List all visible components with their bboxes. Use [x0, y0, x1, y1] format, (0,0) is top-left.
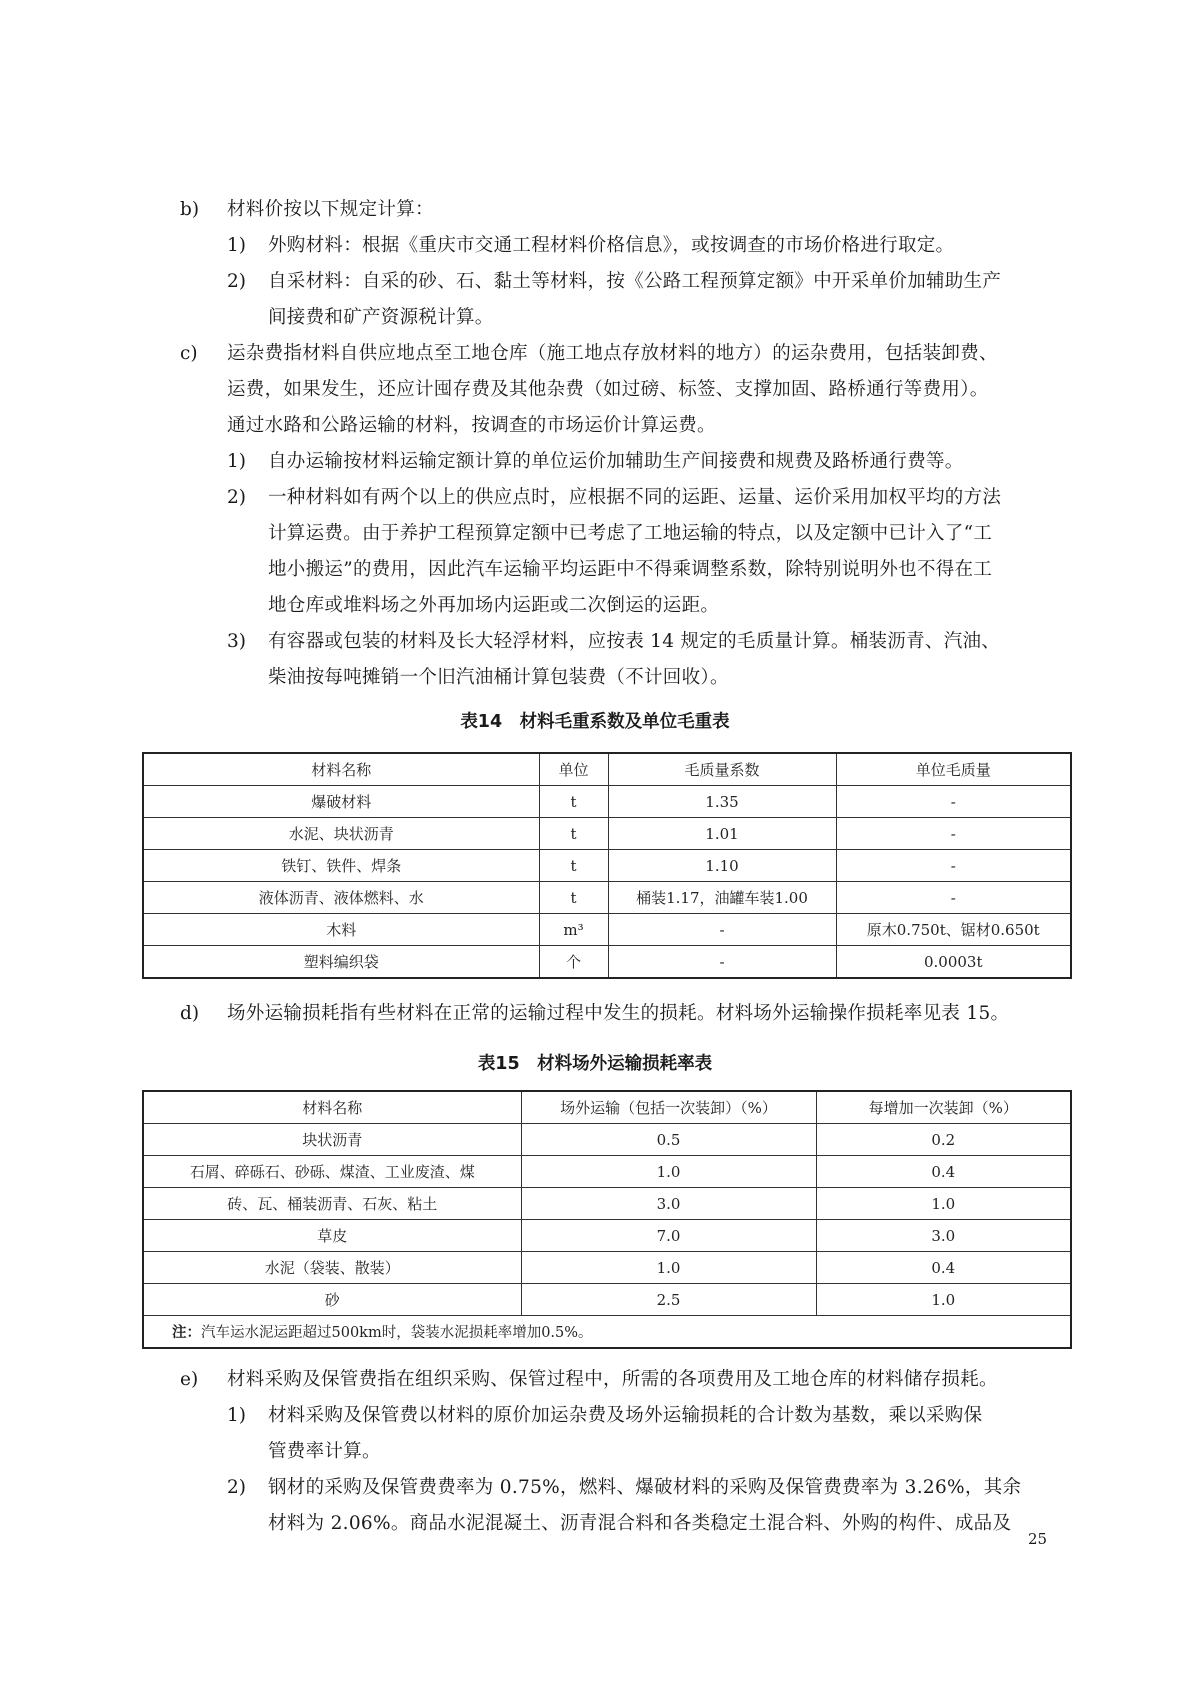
table-cell: 砖、瓦、桶装沥青、石灰、粘土 [143, 1188, 521, 1220]
table-header-row [143, 753, 1071, 786]
table-row [143, 1252, 1071, 1284]
table-row [143, 850, 1071, 882]
table-cell: 液体沥青、液体燃料、水 [143, 882, 539, 914]
table14 [142, 752, 1072, 979]
table-cell: 3.0 [816, 1220, 1071, 1252]
table-cell: 3.0 [521, 1188, 816, 1220]
table-row [143, 1220, 1071, 1252]
table-header-row [143, 1091, 1071, 1124]
table-cell: 0.5 [521, 1124, 816, 1156]
item-marker: 3) [227, 631, 246, 652]
paragraph-c2-line: 一种材料如有两个以上的供应点时，应根据不同的运距、运量、运价采用加权平均的方法 [268, 487, 1002, 508]
table-cell: - [836, 818, 1071, 850]
table-cell: 石屑、碎砾石、砂砾、煤渣、工业废渣、煤 [143, 1156, 521, 1188]
column-header: 材料名称 [143, 753, 539, 786]
paragraph-c1-line: 自办运输按材料运输定额计算的单位运价加辅助生产间接费和规费及路桥通行费等。 [268, 451, 964, 472]
table-cell: 个 [539, 946, 608, 979]
table-cell: 1.35 [608, 786, 836, 818]
paragraph-b1-line: 外购材料：根据《重庆市交通工程材料价格信息》，或按调查的市场价格进行取定。 [268, 235, 955, 256]
table-cell: 1.0 [816, 1188, 1071, 1220]
table-cell: 1.01 [608, 818, 836, 850]
table-row [143, 914, 1071, 946]
item-marker: e) [180, 1369, 199, 1390]
table-cell: 草皮 [143, 1220, 521, 1252]
table-cell: 1.0 [521, 1252, 816, 1284]
table15-title: 表15 材料场外运输损耗率表 [477, 1054, 713, 1074]
paragraph-e1-line: 材料采购及保管费以材料的原价加运杂费及场外运输损耗的合计数为基数，乘以采购保 [268, 1405, 983, 1426]
item-marker: 2) [227, 1477, 246, 1498]
page-number: 25 [1028, 1530, 1048, 1548]
table-cell: 铁钉、铁件、焊条 [143, 850, 539, 882]
paragraph-e: 材料采购及保管费指在组织采购、保管过程中，所需的各项费用及工地仓库的材料储存损耗。 [227, 1369, 998, 1390]
paragraph-c2-line: 地仓库或堆料场之外再加场内运距或二次倒运的运距。 [268, 595, 720, 616]
table-cell: 0.0003t [836, 946, 1071, 979]
table-row [143, 818, 1071, 850]
table-cell: - [608, 914, 836, 946]
table-cell: 7.0 [521, 1220, 816, 1252]
table-cell: 0.2 [816, 1124, 1071, 1156]
table-cell: t [539, 850, 608, 882]
paragraph-c-line: 运费，如果发生，还应计囤存费及其他杂费（如过磅、标签、支撑加固、路桥通行等费用）。 [227, 379, 989, 400]
table-cell: 塑料编织袋 [143, 946, 539, 979]
item-marker: d) [180, 1003, 200, 1024]
paragraph-c-line: 运杂费指材料自供应地点至工地仓库（施工地点存放材料的地方）的运杂费用，包括装卸费、 [227, 343, 998, 364]
table-cell: 爆破材料 [143, 786, 539, 818]
table-cell: 2.5 [521, 1284, 816, 1316]
table-cell: 桶装1.17，油罐车装1.00 [608, 882, 836, 914]
table-cell: m³ [539, 914, 608, 946]
table-row [143, 1124, 1071, 1156]
table-cell: 1.0 [521, 1156, 816, 1188]
table-row [143, 1188, 1071, 1220]
table-row [143, 946, 1071, 979]
column-header: 毛质量系数 [608, 753, 836, 786]
table15 [142, 1090, 1072, 1349]
table-cell: 0.4 [816, 1252, 1071, 1284]
note-label: 注： [172, 1325, 201, 1341]
item-marker: 2) [227, 487, 246, 508]
table-cell: 砂 [143, 1284, 521, 1316]
table-cell: 水泥（袋装、散装） [143, 1252, 521, 1284]
table-cell: 1.10 [608, 850, 836, 882]
table-cell: 水泥、块状沥青 [143, 818, 539, 850]
table-cell: 0.4 [816, 1156, 1071, 1188]
paragraph-b2-line: 间接费和矿产资源税计算。 [268, 307, 494, 328]
paragraph-c2-line: 地小搬运”的费用，因此汽车运输平均运距中不得乘调整系数，除特别说明外也不得在工 [268, 559, 993, 580]
paragraph-e2-line: 钢材的采购及保管费费率为 0.75%，燃料、爆破材料的采购及保管费费率为 3.26%，其余 [268, 1477, 1022, 1498]
column-header: 每增加一次装卸（%） [816, 1091, 1071, 1124]
column-header: 场外运输（包括一次装卸）（%） [521, 1091, 816, 1124]
column-header: 单位毛质量 [836, 753, 1071, 786]
item-marker: b) [180, 199, 200, 220]
paragraph-c-line: 通过水路和公路运输的材料，按调查的市场运价计算运费。 [227, 415, 716, 436]
table-row [143, 786, 1071, 818]
item-marker: 1) [227, 451, 246, 472]
paragraph-c3-line: 柴油按每吨摊销一个旧汽油桶计算包装费（不计回收）。 [268, 667, 729, 688]
column-header: 材料名称 [143, 1091, 521, 1124]
paragraph-c3-line: 有容器或包装的材料及长大轻浮材料，应按表 14 规定的毛质量计算。桶装沥青、汽油、 [268, 631, 1001, 652]
column-header: 单位 [539, 753, 608, 786]
item-marker: 1) [227, 1405, 246, 1426]
table-cell: t [539, 818, 608, 850]
item-marker: c) [180, 343, 198, 364]
paragraph-b2-line: 自采材料：自采的砂、石、黏土等材料，按《公路工程预算定额》中开采单价加辅助生产 [268, 271, 1002, 292]
table-row [143, 882, 1071, 914]
table-cell: 原木0.750t、锯材0.650t [836, 914, 1071, 946]
item-marker: 1) [227, 235, 246, 256]
item-marker: 2) [227, 271, 246, 292]
paragraph-b: 材料价按以下规定计算： [227, 199, 434, 220]
table-row [143, 1156, 1071, 1188]
table-cell: - [836, 850, 1071, 882]
table-cell: 木料 [143, 914, 539, 946]
table14-title: 表14 材料毛重系数及单位毛重表 [460, 712, 730, 732]
paragraph-e1-line: 管费率计算。 [268, 1441, 381, 1462]
table-cell: t [539, 882, 608, 914]
table-note [143, 1316, 1071, 1349]
table-cell: - [836, 882, 1071, 914]
note-text: 汽车运水泥运距超过500km时，袋装水泥损耗率增加0.5%。 [201, 1325, 593, 1341]
table-cell: 1.0 [816, 1284, 1071, 1316]
paragraph-c2-line: 计算运费。由于养护工程预算定额中已考虑了工地运输的特点，以及定额中已计入了“工 [268, 523, 993, 544]
paragraph-e2-line: 材料为 2.06%。商品水泥混凝土、沥青混合料和各类稳定土混合料、外购的构件、成品及 [268, 1513, 1012, 1534]
table-note-row [143, 1316, 1071, 1349]
table-cell: - [608, 946, 836, 979]
table-cell: - [836, 786, 1071, 818]
table-cell: t [539, 786, 608, 818]
table-cell: 块状沥青 [143, 1124, 521, 1156]
table-row [143, 1284, 1071, 1316]
paragraph-d: 场外运输损耗指有些材料在正常的运输过程中发生的损耗。材料场外运输操作损耗率见表 15。 [227, 1003, 1010, 1024]
